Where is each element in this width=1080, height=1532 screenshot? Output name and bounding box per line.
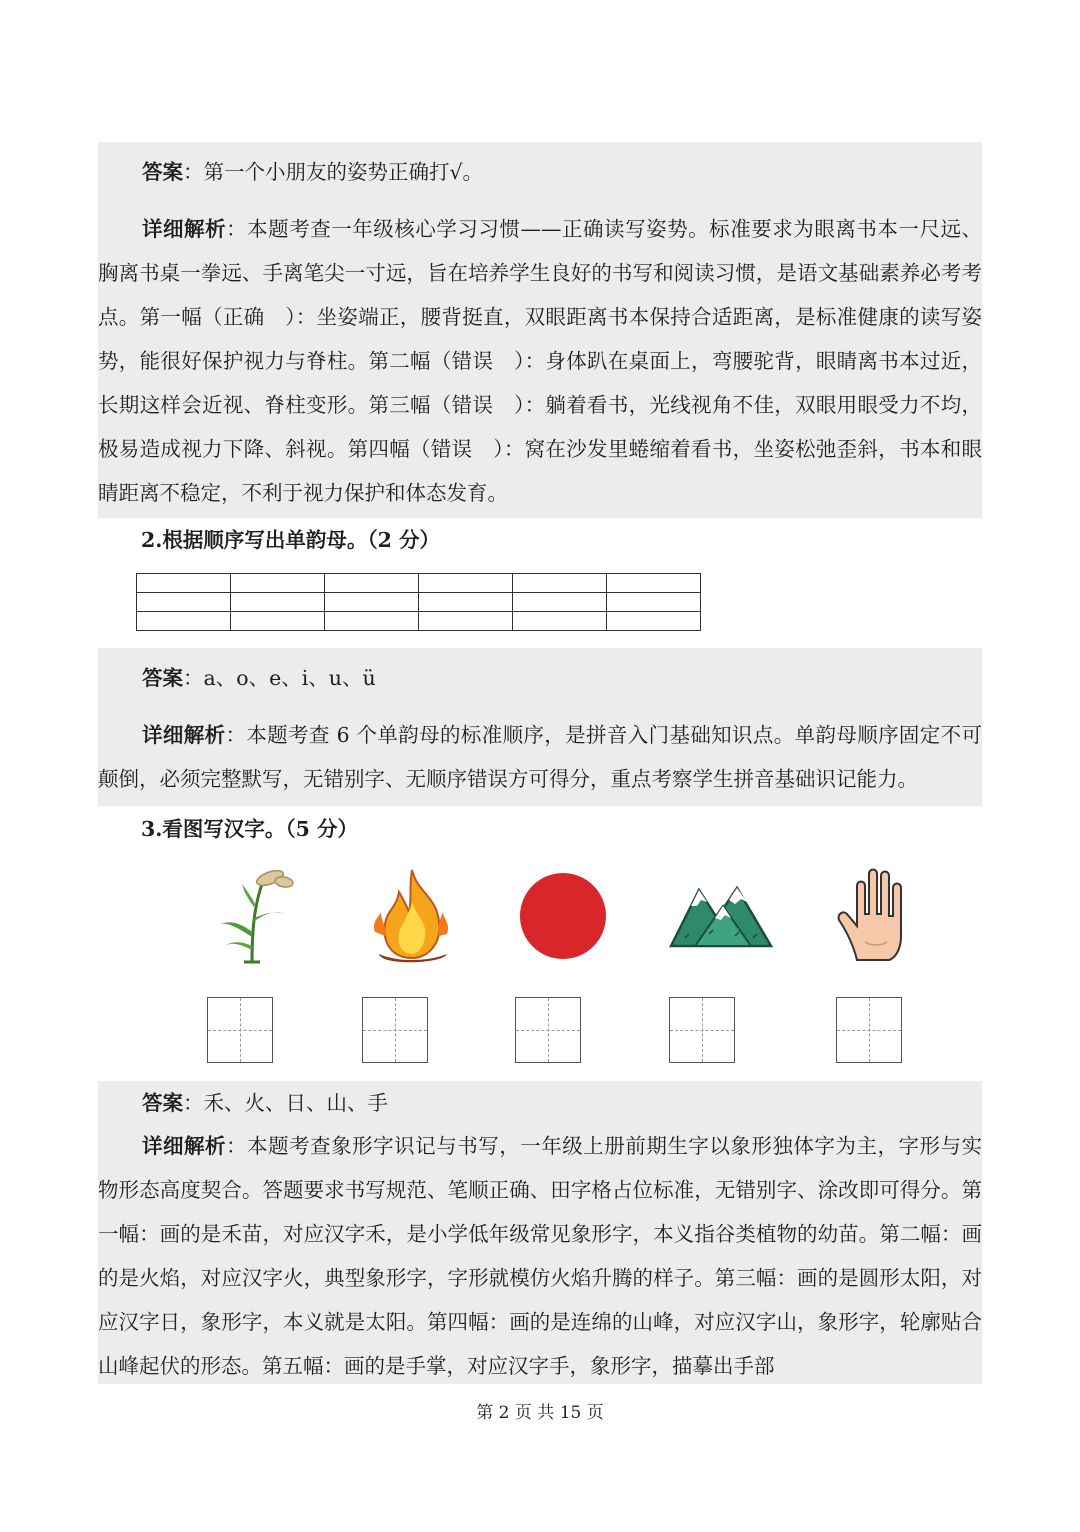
- analysis-label: 详细解析: [142, 1134, 227, 1158]
- q3-analysis: [98, 1124, 982, 1388]
- q3-title: 3.看图写汉字。（5 分）: [141, 817, 359, 841]
- analysis-label: 详细解析: [142, 723, 226, 747]
- q2-analysis: [98, 713, 982, 801]
- table-cell[interactable]: [607, 612, 701, 631]
- answer-text: ：第一个小朋友的姿势正确打√。: [183, 160, 484, 184]
- table-cell[interactable]: [137, 612, 231, 631]
- writing-grid-2[interactable]: [362, 997, 428, 1063]
- page-footer: 第 2 页 共 15 页: [476, 1403, 604, 1423]
- analysis-text: ：本题考查 6 个单韵母的标准顺序，是拼音入门基础知识点。单韵母顺序固定不可颠倒，必须完整默写，无错别字、无顺序错误方可得分，重点考察学生拼音基础识记能力。: [98, 723, 983, 791]
- table-cell[interactable]: [607, 574, 701, 593]
- writing-grid-5[interactable]: [836, 997, 902, 1063]
- q1-analysis: [98, 207, 982, 515]
- table-cell[interactable]: [607, 593, 701, 612]
- table-cell[interactable]: [513, 574, 607, 593]
- table-cell[interactable]: [325, 612, 419, 631]
- fire-icon: [357, 862, 467, 972]
- answer-text: ：a、o、e、i、u、ü: [183, 666, 376, 690]
- table-cell[interactable]: [231, 574, 325, 593]
- writing-grid-3[interactable]: [515, 997, 581, 1063]
- table-cell[interactable]: [325, 593, 419, 612]
- hand-icon: [825, 862, 935, 972]
- writing-grid-4[interactable]: [669, 997, 735, 1063]
- table-cell[interactable]: [419, 593, 513, 612]
- fire-picture: [357, 862, 467, 972]
- writing-grid-1[interactable]: [207, 997, 273, 1063]
- q1-answer: [98, 150, 982, 194]
- q3-answer-block: [98, 1081, 982, 1384]
- table-cell[interactable]: [325, 574, 419, 593]
- mountain-picture: [665, 862, 775, 972]
- analysis-text: ：本题考查一年级核心学习习惯——正确读写姿势。标准要求为眼离书本一尺远、胸离书桌一拳远、手离笔尖一寸远，旨在培养学生良好的书写和阅读习惯，是语文基础素养必考考点。第一幅（正确 ）：坐姿端正，腰背挺直，双眼距离书本保持合适距离，是标准健康的读写姿势，能很好保护视力与脊柱。第二幅（错误 ）：身体趴在桌面上，弯腰驼背，眼睛离书本过近，长期这样会近视、脊柱变形。第三幅（错误 ）：躺着看书，光线视角不佳，双眼用眼受力不均，极易造成视力下降、斜视。第四幅（错误 ）：窝在沙发里蜷缩着看书，坐姿松弛歪斜，书本和眼睛距离不稳定，不利于视力保护和体态发育。: [98, 217, 983, 505]
- hand-picture: [825, 862, 935, 972]
- table-cell[interactable]: [231, 593, 325, 612]
- q3-answer: [98, 1081, 982, 1125]
- table-cell[interactable]: [137, 574, 231, 593]
- table-cell[interactable]: [513, 593, 607, 612]
- sun-picture: [508, 862, 618, 972]
- answer-label: 答案: [142, 1091, 183, 1115]
- answer-label: 答案: [142, 160, 183, 184]
- mountain-icon: [665, 862, 775, 972]
- analysis-text: ：本题考查象形字识记与书写，一年级上册前期生字以象形独体字为主，字形与实物形态高度契合。答题要求书写规范、笔顺正确、田字格占位标准，无错别字、涂改即可得分。第一幅：画的是禾苗，对应汉字禾，是小学低年级常见象形字，本义指谷类植物的幼苗。第二幅：画的是火焰，对应汉字火，典型象形字，字形就模仿火焰升腾的样子。第三幅：画的是圆形太阳，对应汉字日，象形字，本义就是太阳。第四幅：画的是连绵的山峰，对应汉字山，象形字，轮廓贴合山峰起伏的形态。第五幅：画的是手掌，对应汉字手，象形字，描摹出手部: [98, 1134, 983, 1378]
- q2-answer-block: [98, 648, 982, 806]
- table-cell[interactable]: [231, 612, 325, 631]
- table-cell[interactable]: [419, 574, 513, 593]
- table-cell[interactable]: [513, 612, 607, 631]
- q2-title: 2.根据顺序写出单韵母。（2 分）: [141, 528, 441, 552]
- answer-text: ：禾、火、日、山、手: [183, 1091, 388, 1115]
- rice-plant-picture: [202, 862, 312, 972]
- sun-icon: [508, 862, 618, 972]
- q1-answer-block: [98, 142, 982, 518]
- q2-answer: [98, 656, 982, 700]
- answer-label: 答案: [142, 666, 183, 690]
- rice-plant-icon: [202, 862, 312, 972]
- pinyin-answer-table[interactable]: [136, 573, 701, 631]
- table-cell[interactable]: [419, 612, 513, 631]
- analysis-label: 详细解析: [142, 217, 227, 241]
- table-cell[interactable]: [137, 593, 231, 612]
